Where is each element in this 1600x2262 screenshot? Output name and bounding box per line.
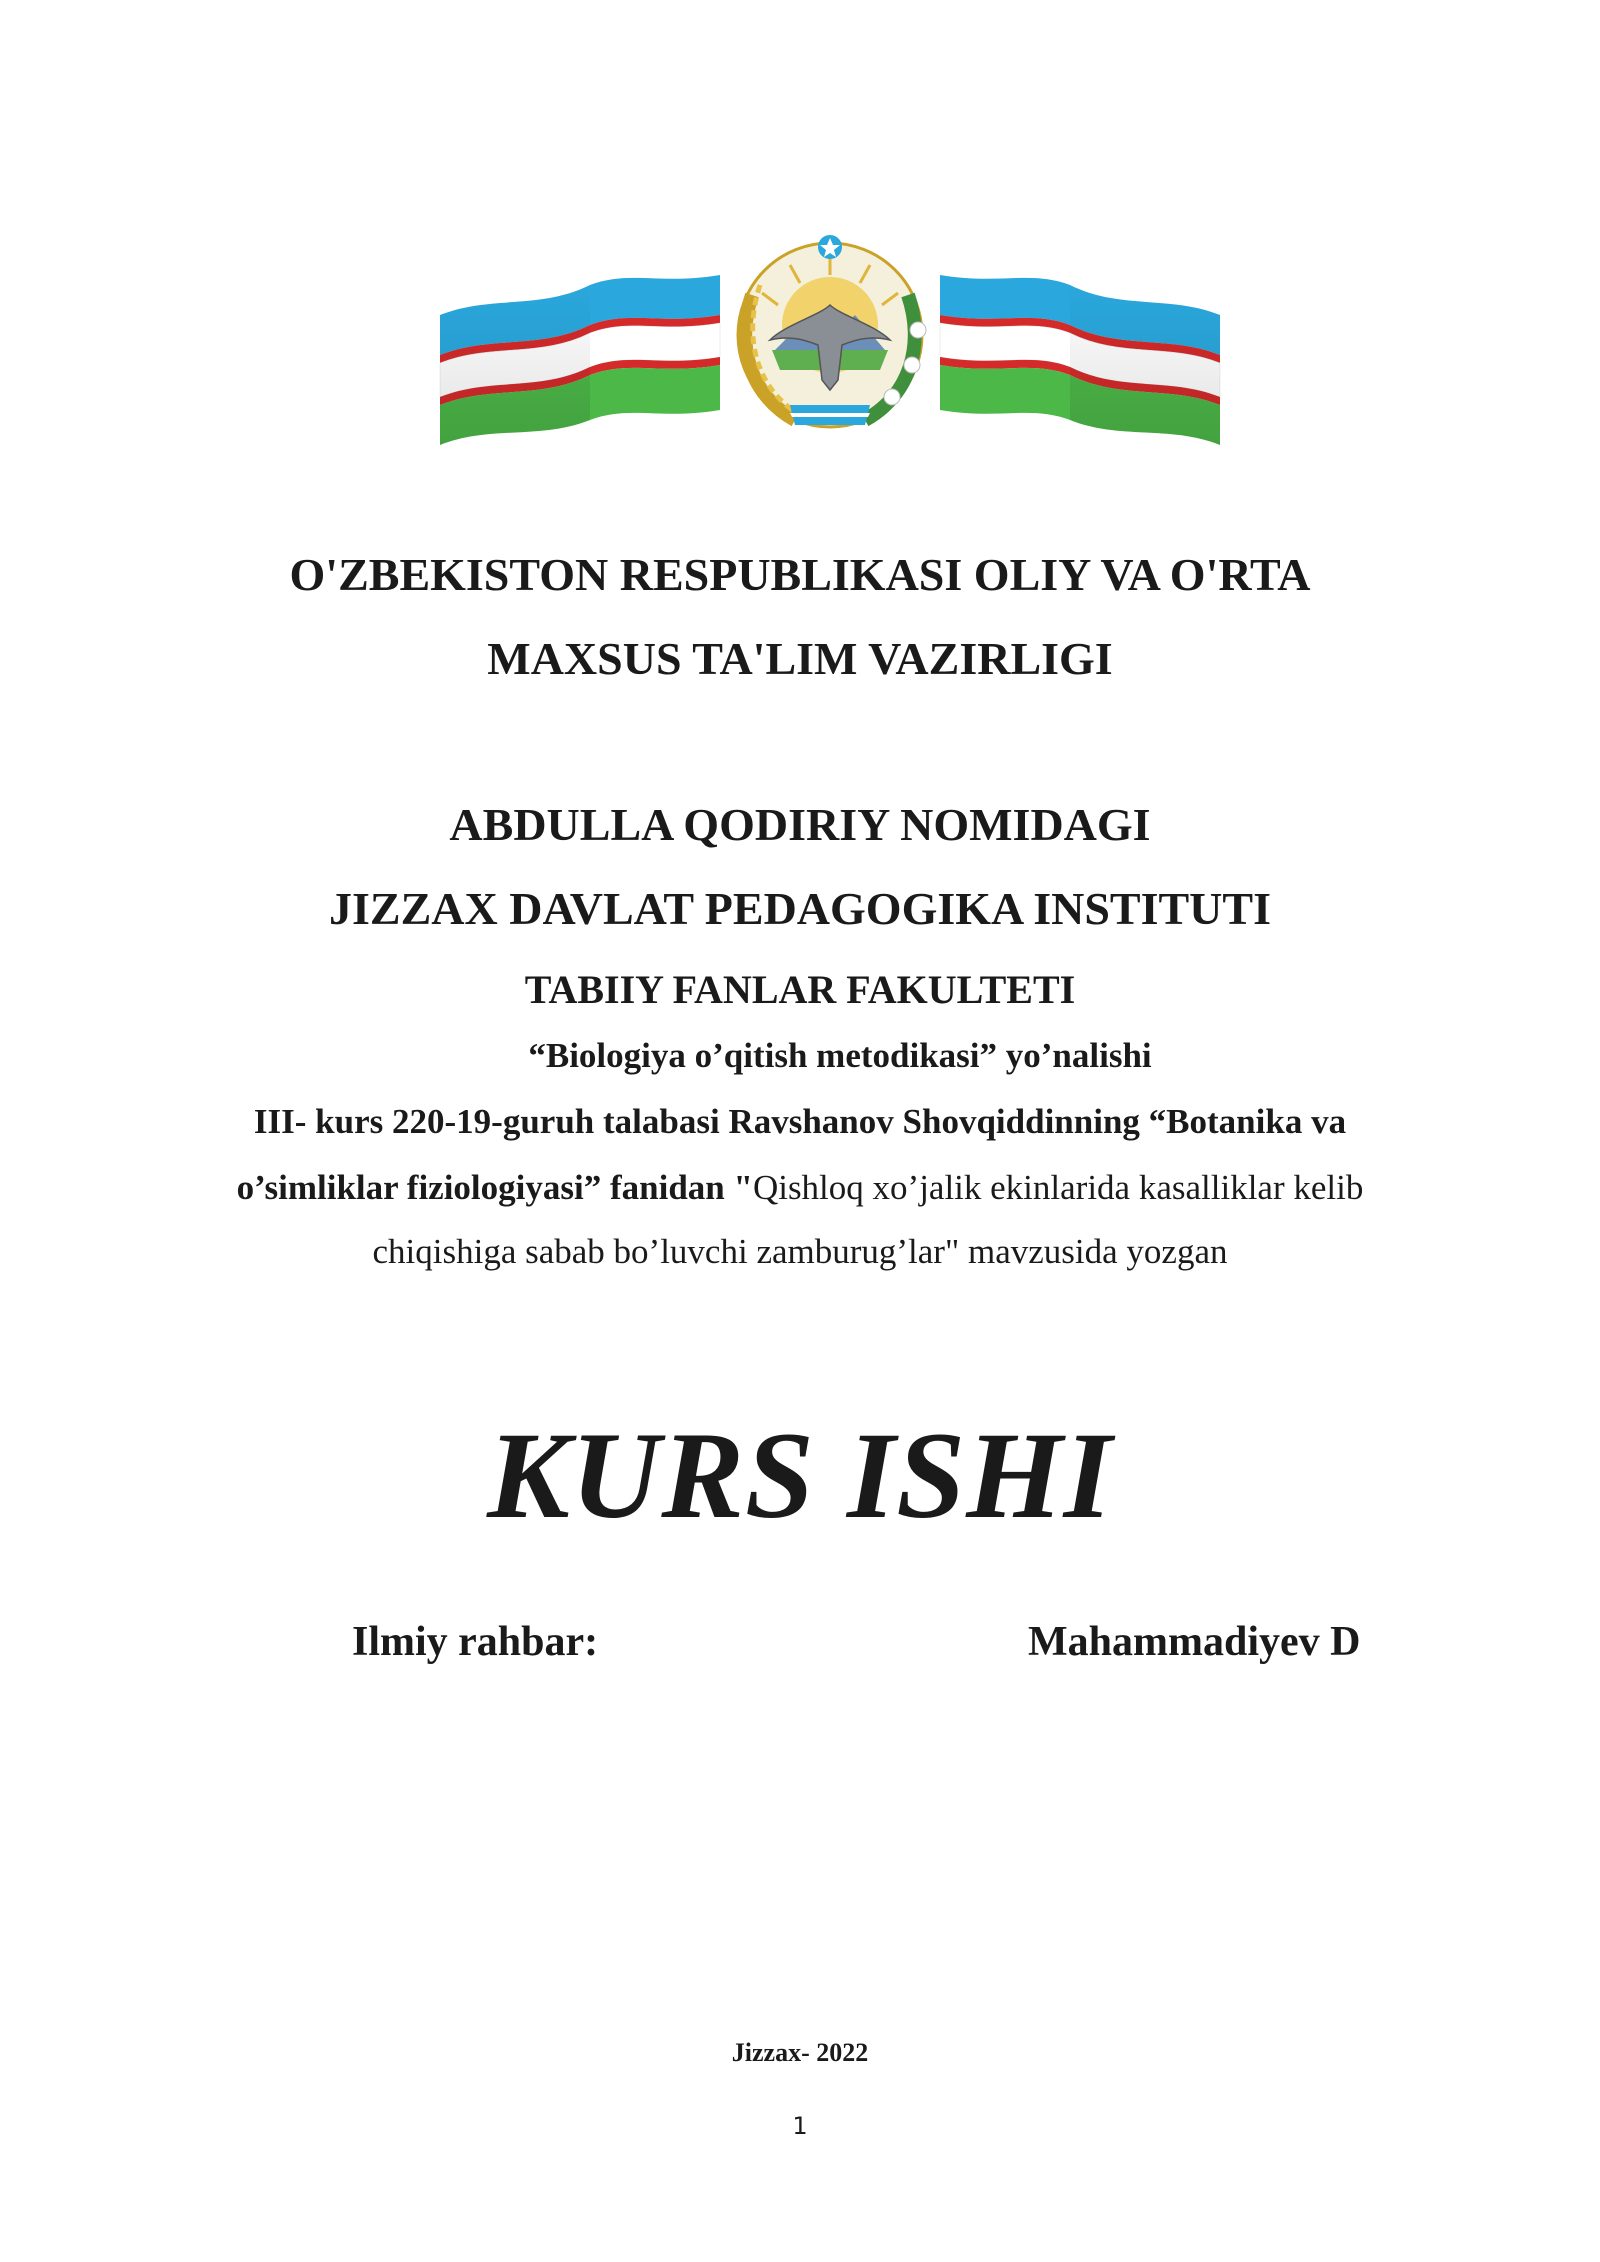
supervisor-label: Ilmiy rahbar: [352, 1619, 599, 1665]
institute-line-2: JIZZAX DAVLAT PEDAGOGIKA INSTITUTI [329, 883, 1271, 934]
ministry-line-1: O'ZBEKISTON RESPUBLIKASI OLIY VA O'RTA [289, 549, 1311, 600]
uzbekistan-state-emblem-icon [430, 215, 1230, 455]
faculty-name: TABIIY FANLAR FAKULTETI [524, 967, 1076, 1012]
institute-line-1: ABDULLA QODIRIY NOMIDAGI [449, 799, 1151, 850]
description-line-2-normal: Qishloq xo’jalik ekinlarida kasalliklar kelib [752, 1168, 1364, 1207]
description-line-3: chiqishiga sabab bo’luvchi zamburug’lar" mavzusida yozgan [372, 1232, 1228, 1271]
description-line-2 [0, 1168, 1600, 1208]
study-direction: “Biologiya o’qitish metodikasi” yo’nalishi [528, 1036, 1152, 1075]
city-year: Jizzax- 2022 [731, 2038, 869, 2067]
description-line-2-bold: o’simliklar fiziologiyasi” fanidan " [236, 1168, 753, 1207]
state-emblem-banner [430, 215, 1230, 455]
document-title: KURS ISHI [487, 1407, 1113, 1544]
coat-of-arms [738, 235, 926, 427]
left-flag-ribbon [440, 275, 720, 445]
description-line-1: III- kurs 220-19-guruh talabasi Ravshanov Shovqiddinning “Botanika va [253, 1102, 1347, 1141]
right-flag-ribbon [940, 275, 1220, 445]
page-number: 1 [792, 2112, 808, 2140]
supervisor-name: Mahammadiyev D [1028, 1619, 1361, 1665]
ministry-line-2: MAXSUS TA'LIM VAZIRLIGI [487, 633, 1113, 684]
